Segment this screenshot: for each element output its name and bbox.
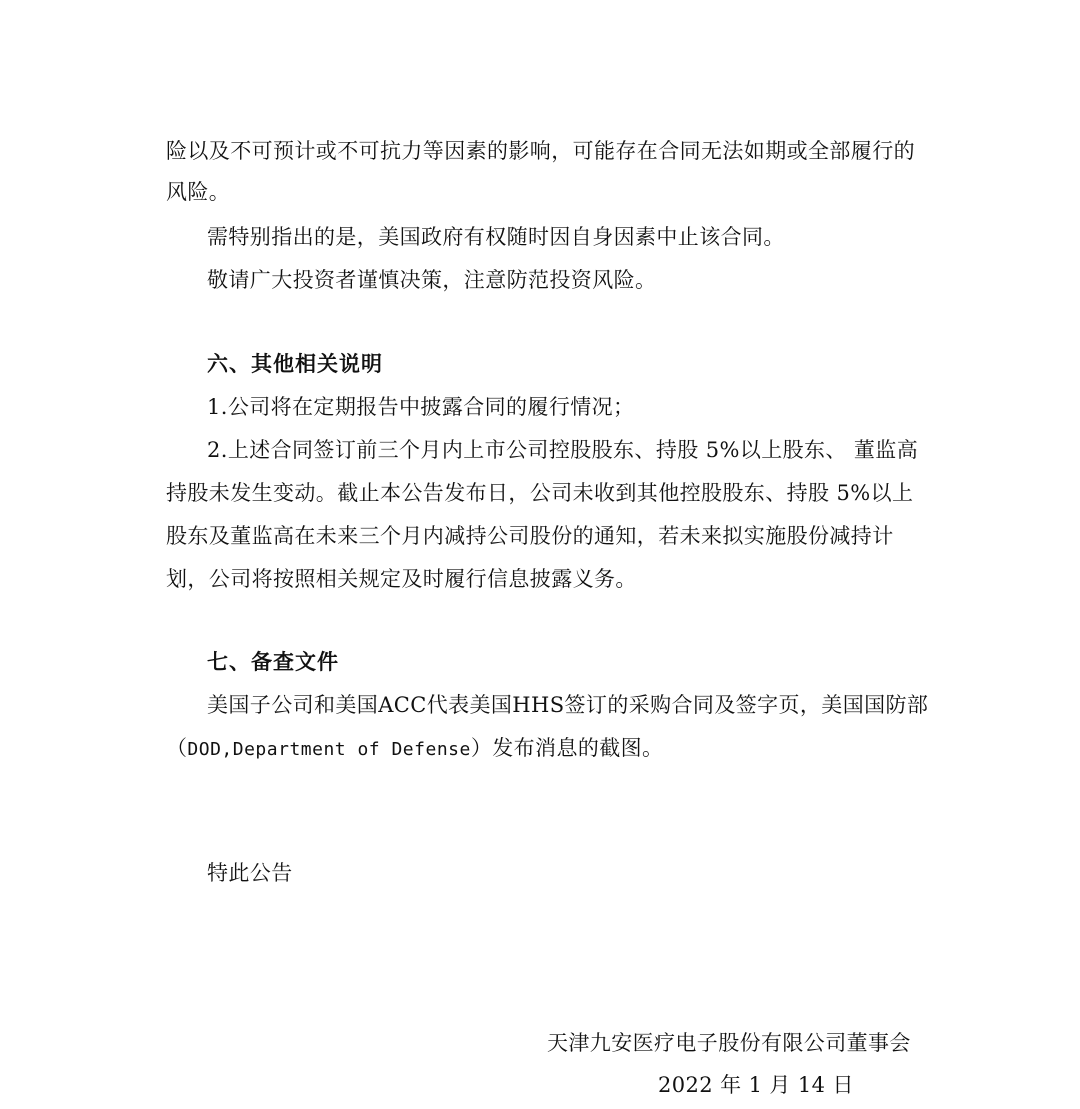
section-6-item-2-line-4: 划，公司将按照相关规定及时履行信息披露义务。: [166, 567, 637, 591]
signature-date: 2022 年 1 月 14 日: [658, 1073, 854, 1097]
section-7-line-2: [166, 732, 926, 766]
investor-warning: 敬请广大投资者谨慎决策，注意防范投资风险。: [207, 268, 657, 292]
section-6-item-2-line-1: 2.上述合同签订前三个月内上市公司控股股东、持股 5%以上股东、 董监高: [207, 438, 919, 462]
section-6-item-2-line-3: 股东及董监高在未来三个月内减持公司股份的通知，若未来拟实施股份减持计: [166, 524, 894, 548]
section-6-item-2-line-2: 持股未发生变动。截止本公告发布日，公司未收到其他控股股东、持股 5%以上: [166, 481, 914, 505]
special-note: 需特别指出的是，美国政府有权随时因自身因素中止该合同。: [207, 225, 785, 249]
section-7-dod-reference: DOD,Department of Defense: [187, 739, 471, 760]
risk-paragraph-line-2: 风险。: [166, 180, 231, 204]
risk-paragraph-line-1: 险以及不可预计或不可抗力等因素的影响，可能存在合同无法如期或全部履行的: [166, 139, 915, 163]
signature-company: 天津九安医疗电子股份有限公司董事会: [547, 1031, 911, 1055]
section-7-line-1: 美国子公司和美国ACC代表美国HHS签订的采购合同及签字页，美国国防部: [207, 693, 929, 717]
closing-statement: 特此公告: [207, 861, 293, 885]
section-7-paren-open: （: [166, 736, 188, 760]
section-7-heading: 七、备查文件: [207, 649, 339, 674]
section-6-heading: 六、其他相关说明: [207, 351, 383, 376]
section-7-paren-close: ）发布消息的截图。: [470, 736, 664, 760]
section-6-item-1: 1.公司将在定期报告中披露合同的履行情况；: [207, 395, 635, 419]
